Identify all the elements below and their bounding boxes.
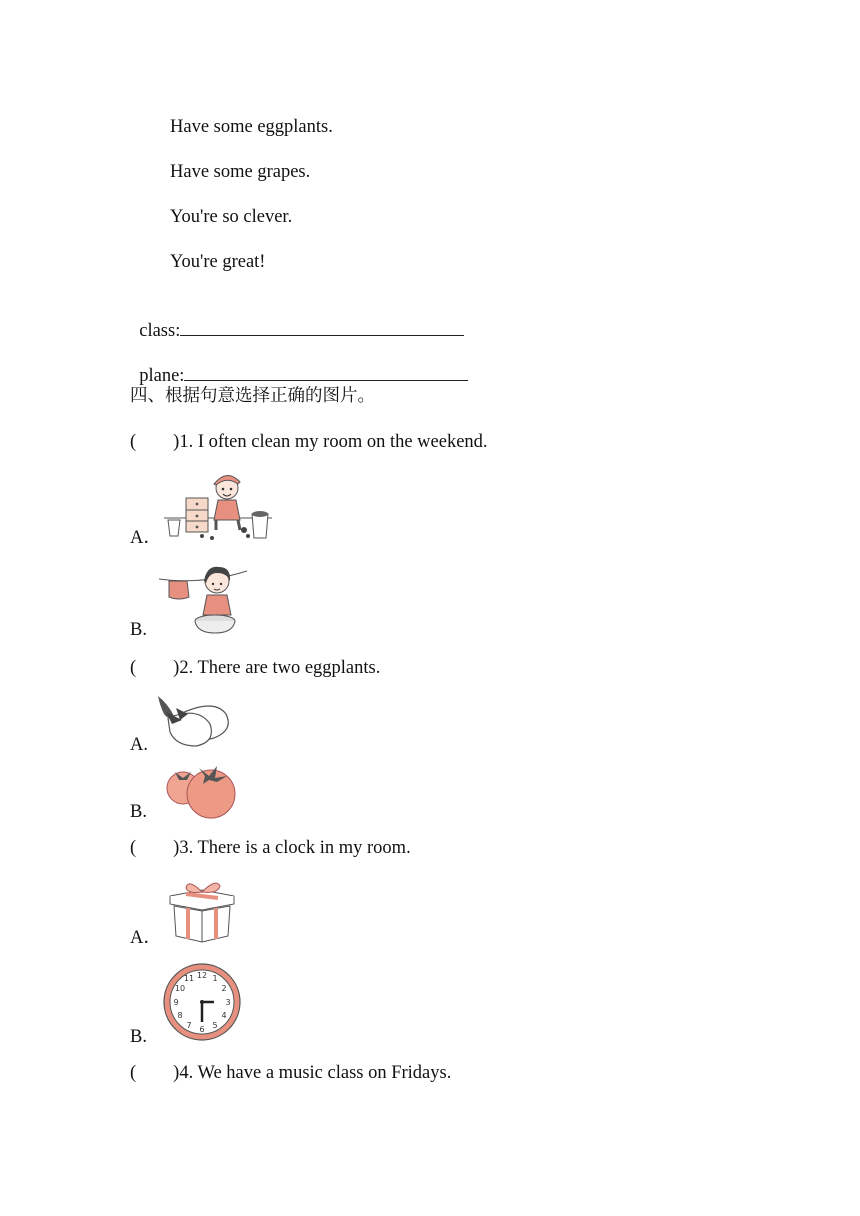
svg-text:4: 4 [221,1011,227,1020]
svg-text:9: 9 [173,998,179,1007]
svg-text:12: 12 [196,971,208,980]
fill-label-class: class: [139,320,181,341]
question-4-stem: ( )4. We have a music class on Fridays. [130,1063,452,1083]
poem-line-2: Have some grapes. [170,162,311,182]
gift-box-illustration[interactable] [166,880,238,944]
boy-cleaning-room-illustration[interactable] [162,470,274,544]
option-1a-letter: A． [130,528,162,548]
option-3a-letter: A． [130,928,162,948]
two-eggplants-illustration[interactable] [154,692,232,748]
svg-text:11: 11 [183,974,195,983]
svg-text:3: 3 [225,998,231,1007]
poem-line-1: Have some eggplants. [170,117,333,137]
svg-text:10: 10 [174,984,186,993]
svg-text:2: 2 [221,984,227,993]
answer-blank-class[interactable] [180,317,464,336]
fill-line-plane [130,343,468,385]
svg-text:8: 8 [177,1011,183,1020]
question-2-stem: ( )2. There are two eggplants. [130,658,381,678]
poem-line-3: You're so clever. [170,207,293,227]
fill-label-plane: plane: [139,365,185,386]
svg-text:1: 1 [212,974,218,983]
two-tomatoes-illustration[interactable] [163,764,241,820]
svg-text:5: 5 [212,1021,218,1030]
question-3-stem: ( )3. There is a clock in my room. [130,838,411,858]
option-2a-letter: A. [130,735,148,755]
option-3b-letter: B. [130,1027,147,1047]
answer-blank-plane[interactable] [184,362,468,381]
option-2b-letter: B. [130,802,147,822]
section-heading: 四、根据句意选择正确的图片。 [130,386,375,406]
question-1-stem: ( )1. I often clean my room on the weekend. [130,432,488,452]
svg-text:6: 6 [199,1025,205,1034]
girl-washing-clothes-illustration[interactable] [157,563,249,635]
option-1b-letter: B. [130,620,147,640]
fill-line-class [130,298,464,340]
svg-text:7: 7 [186,1021,192,1030]
clock-illustration[interactable] [162,962,242,1042]
poem-line-4: You're great! [170,252,266,272]
